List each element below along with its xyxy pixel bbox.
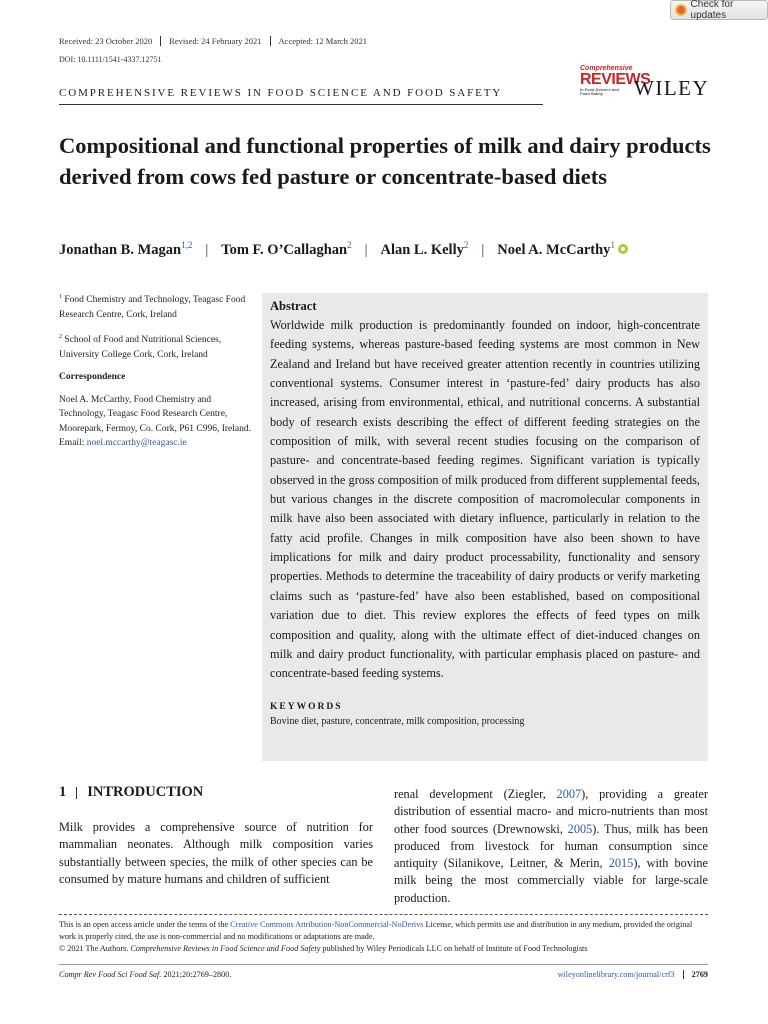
section-separator — [76, 787, 77, 799]
abstract-box — [262, 293, 708, 761]
affiliations-sidebar — [59, 290, 255, 459]
section-number: 1 — [59, 784, 67, 800]
header-divider — [59, 104, 543, 105]
citation: Compr Rev Food Sci Food Saf. 2021;20:2769–2800. — [59, 970, 232, 979]
author[interactable]: Alan L. Kelly$^2$ — [380, 240, 469, 258]
citation-link[interactable]: 2007 — [556, 787, 582, 801]
page-footer — [59, 970, 708, 979]
footer-divider — [59, 964, 708, 965]
affiliation: $^2$ School of Food and Nutritional Sciences, University College Cork, Cork, Ireland — [59, 334, 222, 360]
footnote-divider — [59, 914, 708, 915]
page-number: 2769 — [683, 970, 708, 979]
author[interactable]: Noel A. McCarthy$^1$ — [497, 240, 615, 258]
author-separator: | — [205, 241, 209, 258]
keywords-heading: KEYWORDS — [270, 701, 343, 712]
check-for-updates-button[interactable] — [670, 0, 768, 20]
wiley-logo: WILEY — [634, 76, 710, 100]
author-list — [59, 240, 628, 259]
author-separator: | — [481, 241, 485, 258]
revised-date: Revised: 24 February 2021 — [160, 36, 269, 46]
author[interactable]: Jonathan B. Magan$^{1,2}$ — [59, 240, 193, 258]
orcid-icon[interactable] — [618, 244, 628, 254]
check-for-updates-label: Check for updates — [690, 0, 734, 21]
license-link[interactable]: Creative Commons Attribution-NonCommercial-NoDerivs — [230, 920, 424, 929]
license-notice: This is an open access article under the terms of the Creative Commons Attribution-NonCommercial-NoDerivs License, which permits use and distribution in any medium, provided the original work is properly cited, the use is non-commercial and no modifications or adaptations are made. © 2021 The Authors. Comprehensive Reviews in Food Science and Food Safety published by Wiley Periodicals LLC on behalf of Institute of Food Technologists — [59, 920, 693, 953]
journal-name: COMPREHENSIVE REVIEWS IN FOOD SCIENCE AND FOOD SAFETY — [59, 87, 503, 99]
article-dates — [59, 36, 375, 46]
author-separator: | — [364, 241, 368, 258]
abstract-text: Worldwide milk production is predominantly founded on indoor, high-concentrate feeding systems, whereas pasture-based feeding systems are most common in New Zealand and Ireland but have received greater attention recently in countries utilizing conventional systems. Consumer interest in ‘pasture-fed’ dairy products has also increased, arising from environmental, ethical, and nutritional concerns. A substantial body of research exists describing the effect of different feeding strategies on the composition of milk, with several recent studies focusing on the comparison of pasture- and concentrate-based feeding regimes. Significant variation is typically observed in the gross composition of milk produced from different supplemental feeds, but various changes in the discrete composition of macromolecular components in milk have also been associated with dietary influence, particularly in relation to the fatty acid profile. Changes in milk composition have also been shown to have implications for milk and dairy product processability, functionality and sensory properties. Methods to determine the traceability of dairy products or verify marketing claims such as ‘pasture-fed’ have also been established, based on compositional variation due to diet. This review explores the effects of feed types on milk composition and quality, along with the ultimate effect of diet-induced changes on milk and dairy product functionality, with particular emphasis placed on pasture- and concentrate-based feeding systems. — [270, 318, 700, 681]
doi: DOI: 10.1111/1541-4337.12751 — [59, 55, 162, 64]
article-title: Compositional and functional properties of milk and dairy products derived from cows fed pasture or concentrate-based diets — [59, 133, 711, 189]
body-column-left — [59, 819, 373, 888]
received-date: Received: 23 October 2020 — [59, 36, 153, 46]
email-link[interactable]: noel.mccarthy@teagasc.ie — [86, 438, 187, 449]
body-column-right — [394, 786, 708, 907]
abstract-heading: Abstract — [270, 299, 317, 313]
body-paragraph: Milk provides a comprehensive source of nutrition for mammalian neonates. Although milk composition varies substantially between species, the milk of other species can be consumed by mature humans and children of sufficient — [59, 820, 373, 886]
crossmark-icon — [675, 4, 687, 16]
correspondence-text: Noel A. McCarthy, Food Chemistry and Technology, Teagasc Food Research Centre, Moorepark, Fermoy, Co. Cork, P61 C996, Ireland. Email: noel.mccarthy@teagasc.ie — [59, 394, 251, 449]
author[interactable]: Tom F. O’Callaghan$^2$ — [221, 240, 352, 258]
correspondence-heading: Correspondence — [59, 372, 126, 383]
citation-link[interactable]: 2015 — [608, 856, 634, 871]
comprehensive-reviews-logo: Comprehensive REVIEWS In Food Science and Food Safety — [580, 65, 651, 96]
affiliation: $^1$ Food Chemistry and Technology, Teagasc Food Research Centre, Cork, Ireland — [59, 294, 246, 320]
keywords-list: Bovine diet, pasture, concentrate, milk composition, processing — [270, 715, 525, 727]
section-title: INTRODUCTION — [87, 784, 204, 800]
accepted-date: Accepted: 12 March 2021 — [270, 36, 376, 46]
body-paragraph: renal development (Ziegler, 2007), providing a greater distribution of essential macro- and micro-nutrients than most other food sources (Drewnowski, 2005). Thus, milk has been produced from livestock for human consumption since antiquity (Silanikove, Leitner, & Merin, 2015), with bovine milk being the most commercially viable for large-scale production. — [394, 787, 708, 905]
journal-url-link[interactable]: wileyonlinelibrary.com/journal/crf3 — [557, 970, 675, 979]
section-heading — [59, 784, 203, 801]
citation-link[interactable]: 2005 — [567, 821, 593, 836]
